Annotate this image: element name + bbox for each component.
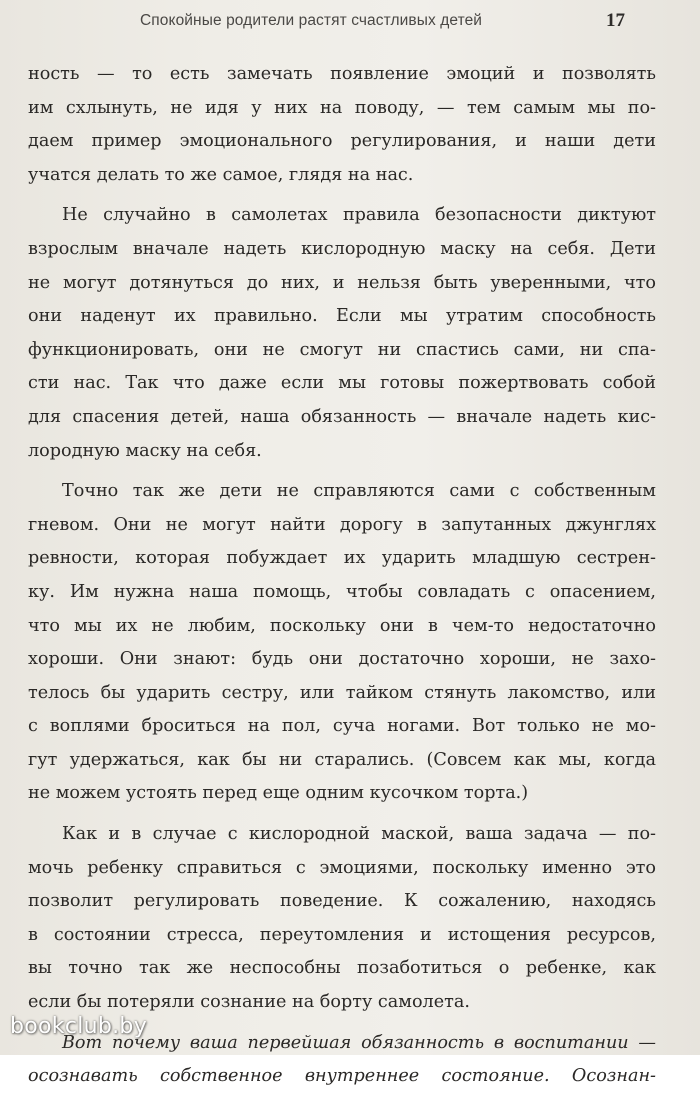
text-line: осознавать собственное внутреннее состояние. Осознан-: [28, 1066, 656, 1087]
text-line: не могут дотянуться до них, и нельзя быть уверенными, что: [28, 272, 656, 293]
body-text: [28, 58, 656, 1094]
text-line: даем пример эмоционального регулирования, и наши дети: [28, 131, 656, 152]
text-line: с воплями броситься на пол, суча ногами. Вот только не мо-: [28, 716, 656, 737]
text-line: они наденут их правильно. Если мы утратим способность: [28, 306, 656, 327]
running-head: Спокойные родители растят счастливых детей: [140, 12, 483, 29]
text-line: в состоянии стресса, переутомления и истощения ресурсов,: [28, 924, 656, 945]
text-line: функционировать, они не смогут ни спастись сами, ни спа-: [28, 339, 656, 360]
text-line: телось бы ударить сестру, или тайком стянуть лакомство, или: [28, 682, 656, 703]
text-line: лородную маску на себя.: [28, 440, 262, 461]
text-line: сти нас. Так что даже если мы готовы пожертвовать собой: [28, 373, 656, 394]
text-line: Вот почему ваша первейшая обязанность в воспитании —: [62, 1032, 656, 1053]
text-line: ность — то есть замечать появление эмоций и позволять: [28, 64, 656, 84]
text-line: взрослым вначале надеть кислородную маску на себя. Дети: [28, 238, 656, 259]
paragraph: [28, 58, 656, 192]
text-line: им схлынуть, не идя у них на поводу, — тем самым мы по-: [28, 97, 656, 118]
text-line: гут удержаться, как бы ни старались. (Совсем как мы, когда: [28, 749, 656, 770]
text-line: если бы потеряли сознание на борту самолета.: [28, 992, 470, 1013]
text-line: ку. Им нужна наша помощь, чтобы совладать с опасением,: [28, 581, 656, 602]
text-line: вы точно так же неспособны позаботиться о ребенке, как: [28, 958, 656, 979]
watermark-logo: bookclub.by: [10, 1014, 148, 1039]
text-line: Как и в случае с кислородной маской, ваша задача — по-: [62, 824, 656, 845]
text-line: хороши. Они знают: будь они достаточно хороши, не захо-: [28, 649, 656, 670]
text-line: ревности, которая побуждает их ударить младшую сестрен-: [28, 548, 656, 569]
text-line: учатся делать то же самое, глядя на нас.: [28, 164, 414, 185]
page-number: 17: [606, 10, 625, 31]
text-line: мочь ребенку справиться с эмоциями, поскольку именно это: [28, 857, 656, 878]
text-line: что мы их не любим, поскольку они в чем-то недостаточно: [28, 615, 656, 636]
paragraph: [28, 199, 656, 468]
text-line: гневом. Они не могут найти дорогу в запутанных джунглях: [28, 514, 656, 535]
text-line: для спасения детей, наша обязанность — вначале надеть кис-: [28, 406, 656, 427]
text-line: Точно так же дети не справляются сами с собственным: [62, 481, 656, 502]
text-line: Не случайно в самолетах правила безопасности диктуют: [62, 205, 656, 226]
paragraph: [28, 475, 656, 811]
text-line: не можем устоять перед еще одним кусочком торта.): [28, 783, 529, 804]
text-line: позволит регулировать поведение. К сожалению, находясь: [28, 891, 656, 912]
paragraph: [28, 818, 656, 1020]
